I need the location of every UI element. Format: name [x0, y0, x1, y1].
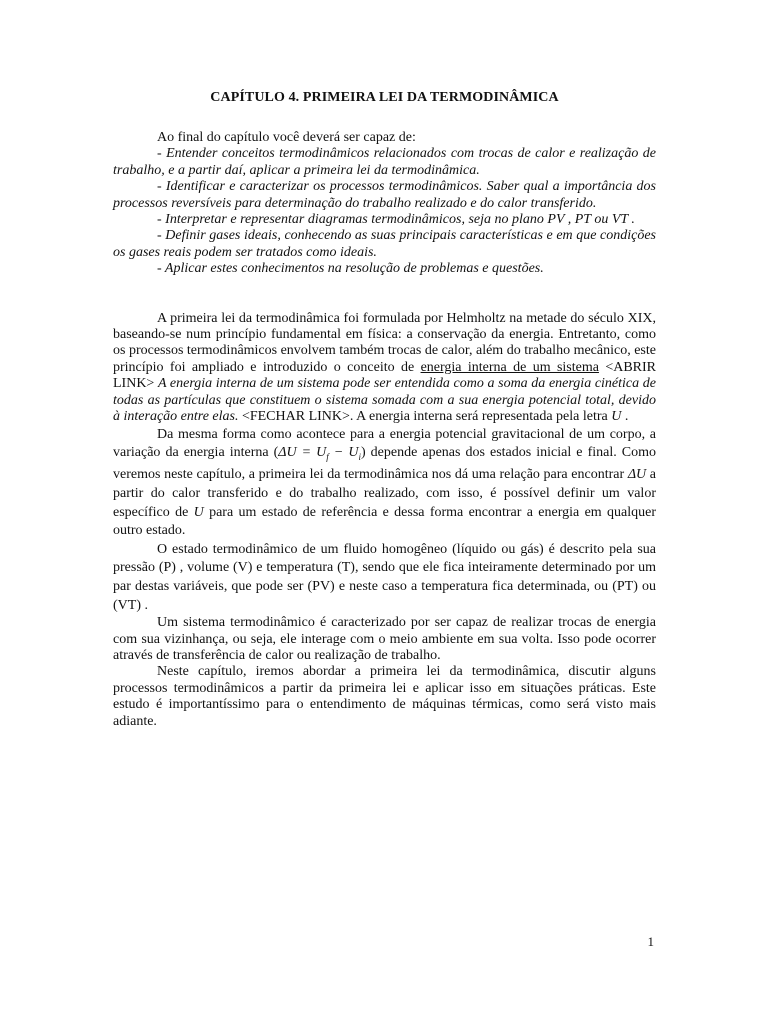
delta-u: ΔU: [627, 467, 647, 483]
p1-text-a: A primeira lei da termodinâmica foi formulada por Helmholtz na metade do século XIX, baseando-se num princípio fundamental em física: a conservação da energia. Entretanto, como os processos termodinâmicos envolvem também trocas de calor, além do trabalho mecânico, este princípio foi ampliado e introduzido o conceito de: [113, 310, 656, 375]
p1-end: .: [621, 409, 629, 425]
paragraph-2: [113, 426, 656, 541]
p2-text-c: a partir do calor transferido e do trabalho realizado, com isso, é possível definir um valor específico de: [113, 467, 657, 520]
symbol-u: U: [611, 409, 622, 425]
objective-item-3: - Interpretar e representar diagramas termodinâmicos, seja no plano PV , PT ou VT .: [157, 212, 635, 228]
section-gap: [113, 278, 656, 311]
paragraph-3: O estado termodinâmico de um fluido homogêneo (líquido ou gás) é descrito pela sua pressão (P) , volume (V) e temperatura (T), sendo que ele fica inteiramente determinado por um par destas variáveis, que pode ser (PV) e neste caso a temperatura fica determinada, ou (PT) ou (VT) .: [113, 541, 656, 613]
document-page: [113, 90, 656, 730]
sub-i: i: [358, 451, 361, 462]
paragraph-4: Um sistema termodinâmico é caracterizado por ser capaz de realizar trocas de energia com sua vizinhança, ou seja, ele interage com o meio ambiente em sua volta. Isso pode ocorrer através de transferência de calor ou realização de trabalho.: [113, 615, 656, 664]
objective-item-4: - Definir gases ideais, conhecendo as suas principais características e em que condições os gases reais podem ser tratados como ideais.: [113, 228, 656, 260]
paragraph-5: Neste capítulo, iremos abordar a primeira lei da termodinâmica, discutir alguns processos termodinâmicos a partir da primeira lei e aplicar isso em situações práticas. Este estudo é importantíssimo para o entendimento de máquinas térmicas, como será visto mais adiante.: [113, 664, 656, 729]
delta-u-equation-2: − U: [328, 445, 359, 461]
internal-energy-link[interactable]: energia interna de um sistema: [420, 359, 599, 375]
page-number: 1: [647, 934, 654, 949]
objective-item-1: - Entender conceitos termodinâmicos relacionados com trocas de calor e realização de trabalho, e a partir daí, aplicar a primeira lei da termodinâmica.: [113, 146, 656, 178]
objective-item-5: - Aplicar estes conhecimentos na resolução de problemas e questões.: [157, 261, 544, 277]
objective-item-2: - Identificar e caracterizar os processos termodinâmicos. Saber qual a importância dos processos reversíveis para determinação do trabalho realizado e do calor transferido.: [113, 179, 656, 211]
delta-u-equation: ΔU = U: [278, 445, 327, 461]
sub-f: f: [326, 451, 329, 462]
paragraph-1: [113, 311, 656, 426]
p2-text-b: ) depende apenas dos estados inicial e final. Como veremos neste capítulo, a primeira lei da termodinâmica nos dá uma relação para encontrar: [113, 445, 656, 483]
objectives-intro: Ao final do capítulo você deverá ser capaz de:: [157, 130, 416, 145]
internal-energy-definition: A energia interna de um sistema pode ser entendida como a soma da energia cinética de todas as partículas que constituem o sistema somada com a sua energia potencial total, devido à interação entre elas.: [113, 376, 656, 425]
open-link-marker: <ABRIR LINK>: [113, 359, 657, 392]
p2-text-a: Da mesma forma como acontece para a energia potencial gravitacional de um corpo, a variação da energia interna (: [113, 426, 656, 461]
close-link-marker: <FECHAR LINK>. A energia interna será representada pela letra: [238, 409, 612, 425]
p2-text-d: para um estado de referência e dessa forma encontrar a energia em qualquer outro estado.: [113, 504, 656, 539]
symbol-u-2: U: [193, 504, 204, 520]
chapter-title: CAPÍTULO 4. PRIMEIRA LEI DA TERMODINÂMICA: [210, 90, 559, 105]
